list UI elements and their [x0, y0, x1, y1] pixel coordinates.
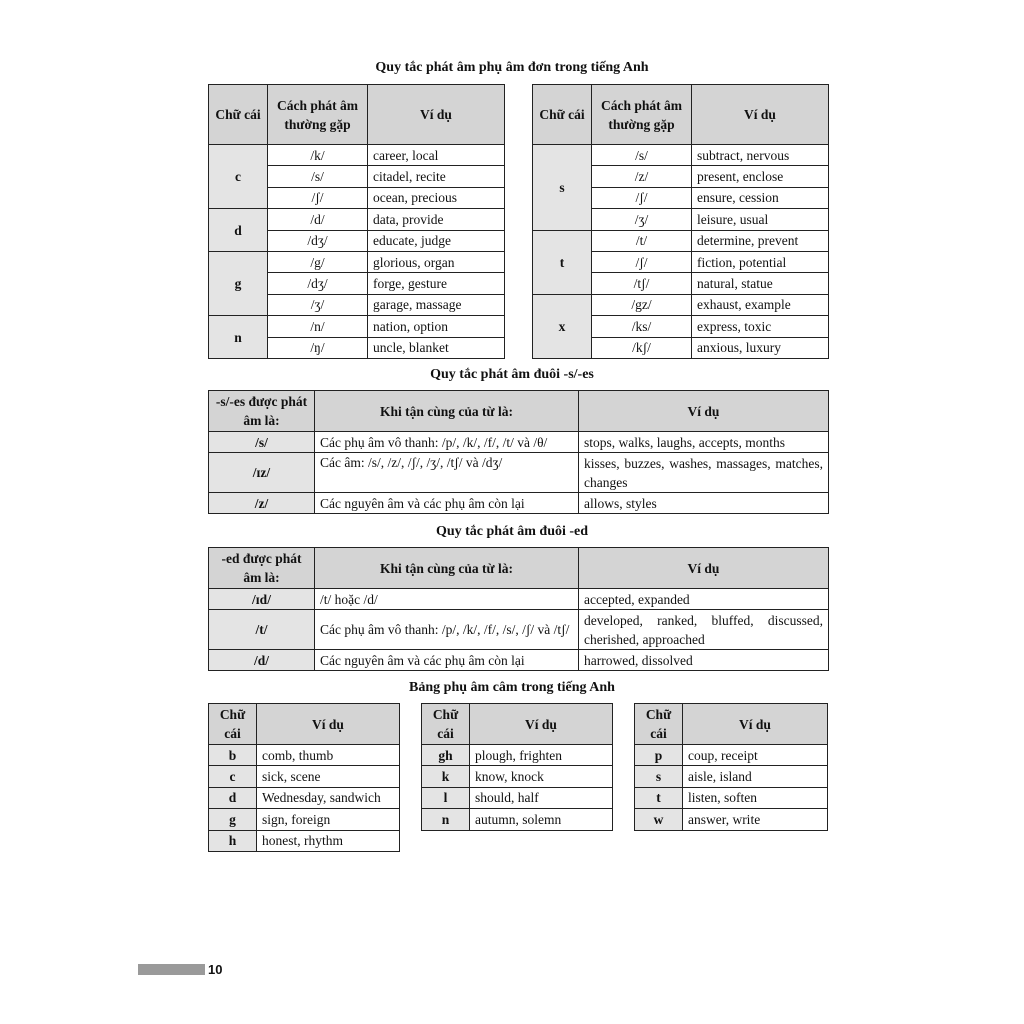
example-cell: Wednesday, sandwich	[257, 787, 400, 808]
title-ed-endings: Quy tắc phát âm đuôi -ed	[435, 524, 589, 539]
title-single-consonants: Quy tắc phát âm phụ âm đơn trong tiếng Anh	[375, 60, 649, 75]
table-row	[635, 809, 828, 830]
pronunciation-cell: /d/	[268, 209, 368, 230]
example-cell: nation, option	[368, 316, 505, 337]
table-row	[533, 145, 829, 166]
silent-consonant-table-2	[421, 703, 613, 831]
example-cell: glorious, organ	[368, 251, 505, 272]
example-cell: plough, frighten	[470, 745, 613, 766]
letter-cell: c	[209, 145, 268, 209]
table-row-sound: /d/	[209, 650, 315, 671]
example-cell: sick, scene	[257, 766, 400, 787]
table-row	[209, 316, 505, 337]
letter-cell: k	[422, 766, 470, 787]
col-header-example: Ví dụ	[683, 704, 828, 745]
table-row-sound: /ɪd/	[209, 589, 315, 610]
example-cell: know, knock	[470, 766, 613, 787]
example-cell: aisle, island	[683, 766, 828, 787]
table-row-example: developed, ranked, bluffed, discussed, cherished, approached	[579, 610, 829, 650]
table-row	[209, 787, 400, 808]
table-row	[422, 745, 613, 766]
letter-cell: g	[209, 251, 268, 315]
table-row	[209, 251, 505, 272]
example-cell: autumn, solemn	[470, 809, 613, 830]
example-cell: answer, write	[683, 809, 828, 830]
example-cell: ensure, cession	[692, 187, 829, 208]
table-row	[635, 766, 828, 787]
pronunciation-cell: /k/	[268, 145, 368, 166]
example-cell: career, local	[368, 145, 505, 166]
example-cell: subtract, nervous	[692, 145, 829, 166]
example-cell: data, provide	[368, 209, 505, 230]
pronunciation-cell: /dʒ/	[268, 230, 368, 251]
example-cell: ocean, precious	[368, 187, 505, 208]
letter-cell: n	[209, 316, 268, 359]
col-header-word-ending: Khi tận cùng của từ là:	[315, 548, 579, 589]
example-cell: anxious, luxury	[692, 337, 829, 358]
s-es-pronunciation-table	[208, 390, 829, 514]
letter-cell: h	[209, 830, 257, 851]
table-row	[422, 787, 613, 808]
example-cell: express, toxic	[692, 316, 829, 337]
col-header-letter: Chữ cái	[209, 704, 257, 745]
pronunciation-cell: /ʒ/	[268, 294, 368, 315]
letter-cell: c	[209, 766, 257, 787]
table-row-sound: /t/	[209, 610, 315, 650]
example-cell: determine, prevent	[692, 230, 829, 251]
example-cell: uncle, blanket	[368, 337, 505, 358]
page-number-bar	[138, 964, 205, 975]
example-cell: educate, judge	[368, 230, 505, 251]
pronunciation-cell: /kʃ/	[592, 337, 692, 358]
col-header-pronunciation: Cách phát âm thường gặp	[268, 85, 368, 145]
single-consonant-table-right	[532, 84, 829, 359]
example-cell: honest, rhythm	[257, 830, 400, 851]
example-cell: should, half	[470, 787, 613, 808]
pronunciation-cell: /t/	[592, 230, 692, 251]
letter-cell: s	[635, 766, 683, 787]
pronunciation-cell: /s/	[592, 145, 692, 166]
col-header-letter: Chữ cái	[422, 704, 470, 745]
pronunciation-cell: /ks/	[592, 316, 692, 337]
table-row-sound: /z/	[209, 493, 315, 514]
table-row-example: allows, styles	[579, 493, 829, 514]
table-row	[635, 787, 828, 808]
table-row	[635, 745, 828, 766]
pronunciation-cell: /gz/	[592, 294, 692, 315]
pronunciation-cell: /ʃ/	[268, 187, 368, 208]
pronunciation-cell: /ŋ/	[268, 337, 368, 358]
pronunciation-cell: /ʒ/	[592, 209, 692, 230]
table-row-example: kisses, buzzes, washes, massages, matches, changes	[579, 453, 829, 493]
example-cell: garage, massage	[368, 294, 505, 315]
letter-cell: s	[533, 145, 592, 231]
col-header-word-ending: Khi tận cùng của từ là:	[315, 391, 579, 432]
single-consonant-table-left	[208, 84, 505, 359]
col-header-pronunciation: Cách phát âm thường gặp	[592, 85, 692, 145]
letter-cell: t	[635, 787, 683, 808]
example-cell: fiction, potential	[692, 251, 829, 272]
table-row	[209, 830, 400, 851]
pronunciation-cell: /dʒ/	[268, 273, 368, 294]
silent-consonant-table-1	[208, 703, 400, 852]
table-row-ending: Các phụ âm vô thanh: /p/, /k/, /f/, /t/ và /θ/	[315, 432, 579, 453]
table-row	[422, 766, 613, 787]
silent-consonant-table-3	[634, 703, 828, 831]
example-cell: listen, soften	[683, 787, 828, 808]
col-header-example: Ví dụ	[579, 548, 829, 589]
col-header-letter: Chữ cái	[209, 85, 268, 145]
example-cell: exhaust, example	[692, 294, 829, 315]
table-row	[209, 145, 505, 166]
letter-cell: d	[209, 209, 268, 252]
pronunciation-cell: /ʃ/	[592, 251, 692, 272]
table-row-ending: Các nguyên âm và các phụ âm còn lại	[315, 493, 579, 514]
example-cell: comb, thumb	[257, 745, 400, 766]
col-header-example: Ví dụ	[257, 704, 400, 745]
table-row	[209, 209, 505, 230]
letter-cell: l	[422, 787, 470, 808]
table-row	[209, 745, 400, 766]
table-row-ending: Các nguyên âm và các phụ âm còn lại	[315, 650, 579, 671]
col-header-letter: Chữ cái	[635, 704, 683, 745]
letter-cell: n	[422, 809, 470, 830]
col-header-example: Ví dụ	[579, 391, 829, 432]
example-cell: coup, receipt	[683, 745, 828, 766]
col-header-example: Ví dụ	[470, 704, 613, 745]
pronunciation-cell: /n/	[268, 316, 368, 337]
letter-cell: g	[209, 809, 257, 830]
table-row-example: accepted, expanded	[579, 589, 829, 610]
table-row	[533, 294, 829, 315]
table-row	[422, 809, 613, 830]
pronunciation-cell: /g/	[268, 251, 368, 272]
pronunciation-cell: /ʃ/	[592, 187, 692, 208]
col-header-pronounced-as: -s/-es được phát âm là:	[209, 391, 315, 432]
col-header-pronounced-as: -ed được phát âm là:	[209, 548, 315, 589]
pronunciation-cell: /tʃ/	[592, 273, 692, 294]
example-cell: leisure, usual	[692, 209, 829, 230]
table-row	[533, 230, 829, 251]
table-row-ending: /t/ hoặc /d/	[315, 589, 579, 610]
letter-cell: x	[533, 294, 592, 358]
letter-cell: p	[635, 745, 683, 766]
example-cell: natural, statue	[692, 273, 829, 294]
table-row-sound: /ɪz/	[209, 453, 315, 493]
example-cell: sign, foreign	[257, 809, 400, 830]
letter-cell: gh	[422, 745, 470, 766]
col-header-letter: Chữ cái	[533, 85, 592, 145]
table-row	[209, 809, 400, 830]
table-row-example: stops, walks, laughs, accepts, months	[579, 432, 829, 453]
letter-cell: w	[635, 809, 683, 830]
pronunciation-cell: /s/	[268, 166, 368, 187]
ed-pronunciation-table	[208, 547, 829, 671]
letter-cell: b	[209, 745, 257, 766]
table-row-sound: /s/	[209, 432, 315, 453]
title-s-es-endings: Quy tắc phát âm đuôi -s/-es	[430, 367, 594, 382]
example-cell: citadel, recite	[368, 166, 505, 187]
table-row-example: harrowed, dissolved	[579, 650, 829, 671]
col-header-example: Ví dụ	[692, 85, 829, 145]
table-row-ending: Các phụ âm vô thanh: /p/, /k/, /f/, /s/, /ʃ/ và /tʃ/	[315, 610, 579, 650]
page-number-text: 10	[208, 962, 223, 977]
pronunciation-cell: /z/	[592, 166, 692, 187]
letter-cell: d	[209, 787, 257, 808]
col-header-example: Ví dụ	[368, 85, 505, 145]
table-row-ending: Các âm: /s/, /z/, /ʃ/, /ʒ/, /tʃ/ và /dʒ/	[315, 453, 579, 493]
example-cell: present, enclose	[692, 166, 829, 187]
title-silent-consonants: Bảng phụ âm câm trong tiếng Anh	[409, 680, 615, 695]
letter-cell: t	[533, 230, 592, 294]
table-row	[209, 766, 400, 787]
example-cell: forge, gesture	[368, 273, 505, 294]
